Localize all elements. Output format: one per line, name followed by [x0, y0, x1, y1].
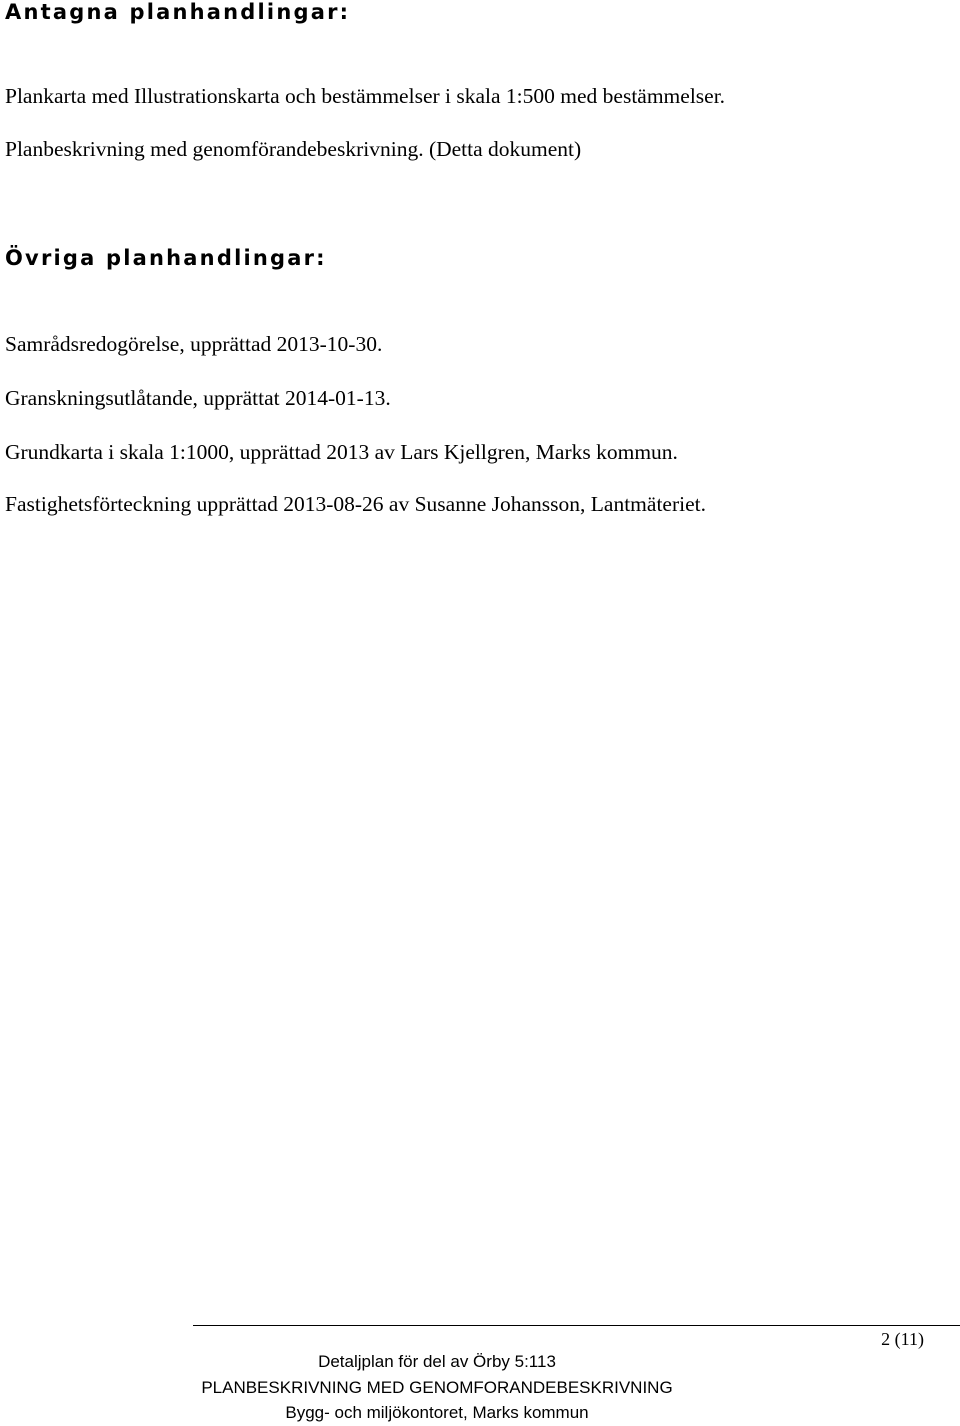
- adopted-item-plankarta: Plankarta med Illustrationskarta och bestämmelser i skala 1:500 med bestämmelser.: [5, 84, 726, 108]
- adopted-item-planbeskrivning: Planbeskrivning med genomförandebeskrivning. (Detta dokument): [5, 137, 582, 161]
- other-item-granskningsutlatande: Granskningsutlåtande, upprättat 2014-01-13.: [5, 386, 391, 410]
- footer-document-type: PLANBESKRIVNING MED GENOMFORANDEBESKRIVNING: [201, 1378, 673, 1397]
- adopted-documents-heading: Antagna planhandlingar:: [5, 0, 351, 24]
- other-documents-heading: Övriga planhandlingar:: [5, 246, 327, 270]
- other-item-samradsredogorelse: Samrådsredogörelse, upprättad 2013-10-30.: [5, 332, 383, 356]
- footer-plan-title: Detaljplan för del av Örby 5:113: [318, 1352, 556, 1371]
- footer-divider: [193, 1325, 960, 1326]
- other-item-fastighetsforteckning: Fastighetsförteckning upprättad 2013-08-26 av Susanne Johansson, Lantmäteriet.: [5, 492, 706, 516]
- page-number: 2 (11): [881, 1329, 924, 1349]
- footer-office: Bygg- och miljökontoret, Marks kommun: [285, 1403, 589, 1422]
- other-item-grundkarta: Grundkarta i skala 1:1000, upprättad 2013 av Lars Kjellgren, Marks kommun.: [5, 440, 678, 464]
